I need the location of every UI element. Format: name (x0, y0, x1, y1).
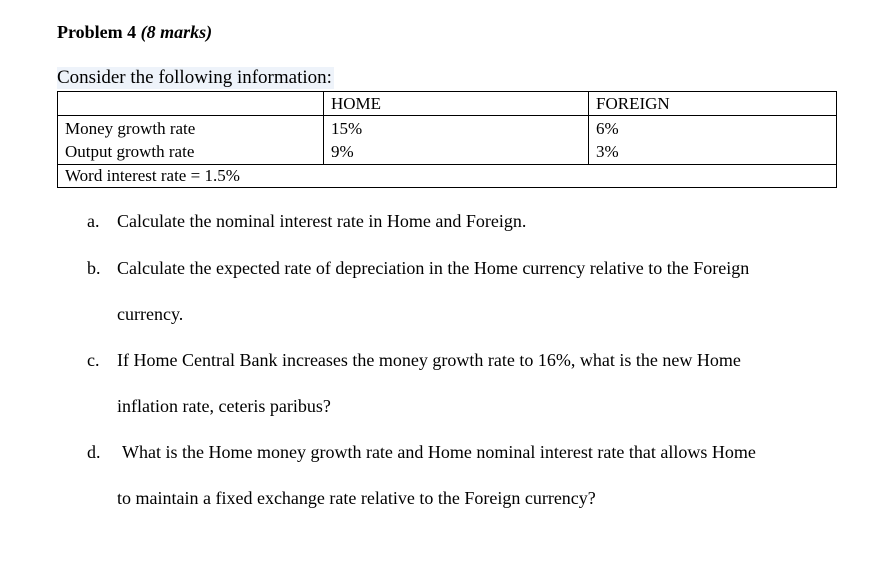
question-c-text-line2: inflation rate, ceteris paribus? (117, 396, 331, 416)
question-d-text-line2: to maintain a fixed exchange rate relative to the Foreign currency? (117, 488, 596, 508)
question-a-marker: a. (87, 211, 100, 231)
table-header-foreign: FOREIGN (589, 92, 837, 116)
world-interest-rate: Word interest rate = 1.5% (58, 165, 837, 188)
question-a-text: Calculate the nominal interest rate in Home and Foreign. (117, 211, 527, 231)
table-footer-row (58, 165, 837, 188)
info-table (57, 91, 837, 188)
question-b-marker: b. (87, 258, 101, 278)
question-d-marker: d. (87, 442, 101, 462)
foreign-money-growth-value: 6% (596, 119, 619, 138)
table-header-row (58, 92, 837, 116)
row-labels-cell (58, 116, 324, 165)
problem-marks: (8 marks) (140, 22, 213, 42)
problem-number: Problem 4 (57, 22, 137, 42)
row-label-money-growth: Money growth rate (65, 119, 196, 138)
home-values-cell (324, 116, 589, 165)
table-header-home: HOME (324, 92, 589, 116)
home-money-growth-value: 15% (331, 119, 363, 138)
question-b-text-line2: currency. (117, 304, 184, 324)
table-row (58, 116, 837, 165)
question-b-text-line1: Calculate the expected rate of depreciation in the Home currency relative to the Foreign (117, 258, 750, 278)
foreign-values-cell (589, 116, 837, 165)
problem-title (57, 22, 212, 43)
question-c-marker: c. (87, 350, 100, 370)
question-c-text-line1: If Home Central Bank increases the money growth rate to 16%, what is the new Home (117, 350, 741, 370)
home-output-growth-value: 9% (331, 142, 354, 161)
foreign-output-growth-value: 3% (596, 142, 619, 161)
row-label-output-growth: Output growth rate (65, 142, 195, 161)
question-d-text-line1: What is the Home money growth rate and Home nominal interest rate that allows Home (122, 442, 756, 462)
intro-text: Consider the following information: (57, 67, 332, 88)
table-header-empty (58, 92, 324, 116)
